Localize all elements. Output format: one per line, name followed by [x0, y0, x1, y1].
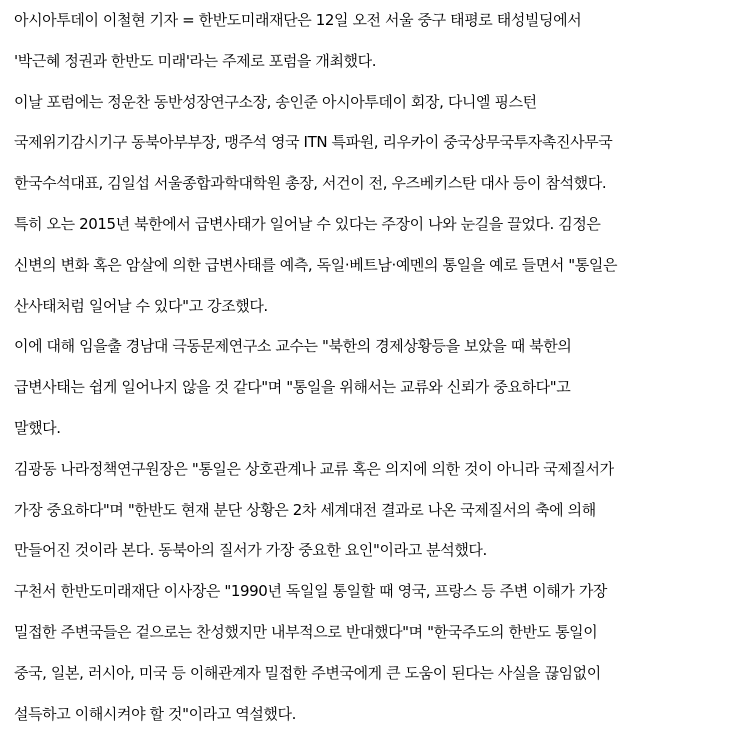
article-line: 신변의 변화 혹은 암살에 의한 급변사태를 예측, 독일·베트남·예멘의 통일을 예로 들면서 "통일은	[14, 255, 618, 274]
article-line: 특히 오는 2015년 북한에서 급변사태가 일어날 수 있다는 주장이 나와 눈길을 끌었다. 김정은	[14, 214, 601, 233]
article-line: 아시아투데이 이철현 기자 = 한반도미래재단은 12일 오전 서울 중구 태평로 태성빌딩에서	[14, 11, 582, 29]
article-line: 김광동 나라정책연구원장은 "통일은 상호관계나 교류 혹은 의지에 의한 것이 아니라 국제질서가	[14, 459, 614, 478]
article-line: 설득하고 이해시켜야 할 것"이라고 역설했다.	[14, 704, 296, 723]
article-line: 만들어진 것이라 본다. 동북아의 질서가 가장 중요한 요인"이라고 분석했다.	[14, 541, 487, 560]
article-line: 이에 대해 임을출 경남대 극동문제연구소 교수는 "북한의 경제상황등을 보았을 때 북한의	[14, 337, 572, 356]
article-line: 한국수석대표, 김일섭 서울종합과학대학원 총장, 서건이 전, 우즈베키스탄 대사 등이 참석했다.	[14, 174, 607, 193]
article-body	[14, 0, 739, 734]
article-line: '박근혜 정권과 한반도 미래'라는 주제로 포럼을 개최했다.	[14, 51, 377, 70]
article-line: 산사태처럼 일어날 수 있다"고 강조했다.	[14, 296, 268, 315]
article-line: 급변사태는 쉽게 일어나지 않을 것 같다"며 "통일을 위해서는 교류와 신뢰가 중요하다"고	[14, 378, 571, 397]
article-line: 구천서 한반도미래재단 이사장은 "1990년 독일일 통일할 때 영국, 프랑스 등 주변 이해가 가장	[14, 582, 608, 601]
article-line: 국제위기감시기구 동북아부부장, 맹주석 영국 ITN 특파원, 리우카이 중국상무국투자촉진사무국	[14, 133, 613, 152]
article-line: 이날 포럼에는 정운찬 동반성장연구소장, 송인준 아시아투데이 회장, 다니엘 핑스턴	[14, 92, 537, 111]
article-line: 가장 중요하다"며 "한반도 현재 분단 상황은 2차 세계대전 결과로 나온 국제질서의 축에 의해	[14, 500, 596, 519]
article-line: 중국, 일본, 러시아, 미국 등 이해관계자 밀접한 주변국에게 큰 도움이 된다는 사실을 끊임없이	[14, 663, 601, 682]
article-line: 말했다.	[14, 418, 61, 437]
article-line: 밀접한 주변국들은 겉으로는 찬성했지만 내부적으로 반대했다"며 "한국주도의 한반도 통일이	[14, 622, 598, 641]
